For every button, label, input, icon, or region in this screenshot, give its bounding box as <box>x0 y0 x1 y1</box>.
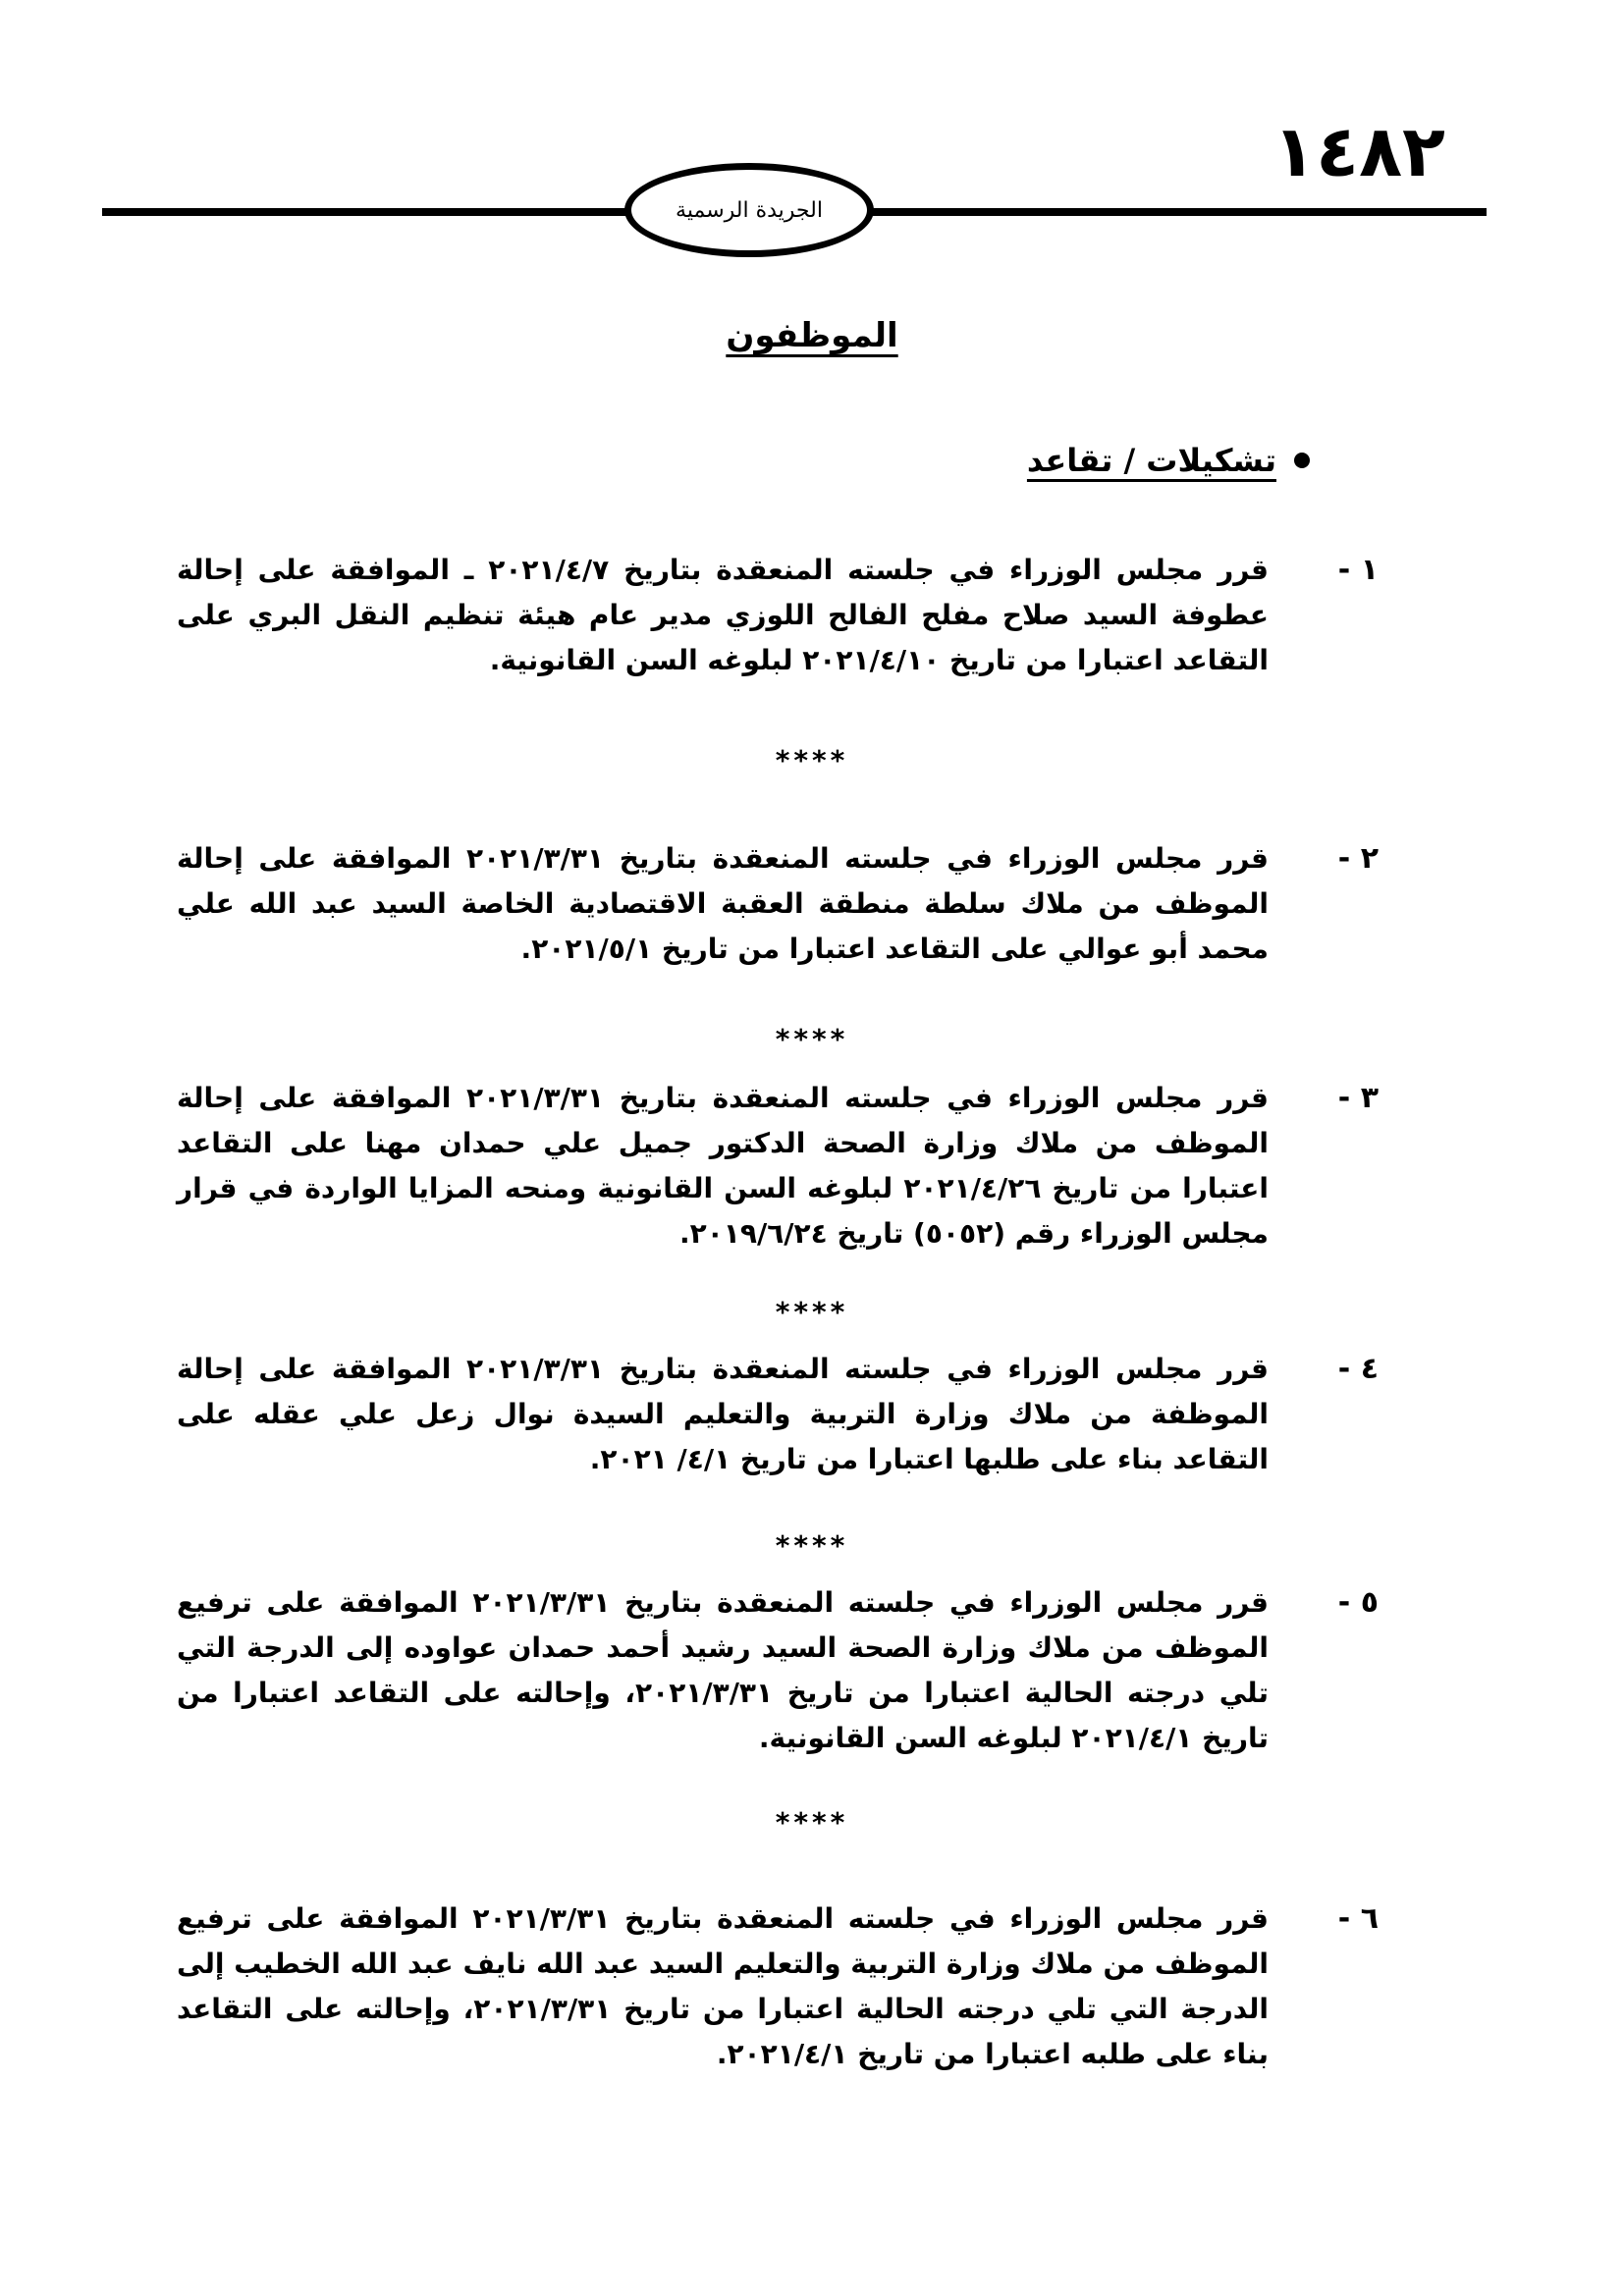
separator: **** <box>775 1023 849 1055</box>
separator: **** <box>775 1529 849 1562</box>
item-number: ٢ - <box>1337 841 1379 876</box>
decision-item-1 <box>151 548 1379 683</box>
decision-item-2 <box>151 836 1379 972</box>
gazette-name: الجريدة الرسمية <box>676 197 823 223</box>
item-number: ٣ - <box>1337 1081 1379 1115</box>
separator: **** <box>775 1296 849 1328</box>
item-text: قرر مجلس الوزراء في جلسته المنعقدة بتاريخ ٢٠٢١/٣/٣١ الموافقة على إحالة الموظفة من ملاك وزارة التربية والتعليم السيدة نوال زعل علي عقله على التقاعد بناء على طلبها اعتبارا من تاريخ ٤/١/ ٢٠٢١. <box>177 1353 1269 1475</box>
decision-item-4 <box>151 1347 1379 1482</box>
subsection-label: تشكيلات / تقاعد <box>1026 442 1276 479</box>
page-number: ١٤٨٢ <box>1272 110 1445 192</box>
separator: **** <box>775 744 849 776</box>
section-title: الموظفون <box>726 316 898 355</box>
item-text: قرر مجلس الوزراء في جلسته المنعقدة بتاريخ ٢٠٢١/٣/٣١ الموافقة على إحالة الموظف من ملاك سلطة منطقة العقبة الاقتصادية الخاصة السيد عبد الله علي محمد أبو عوالي على التقاعد اعتبارا من تاريخ ٢٠٢١/٥/١. <box>177 842 1269 965</box>
item-text: قرر مجلس الوزراء في جلسته المنعقدة بتاريخ ٢٠٢١/٤/٧ ـ الموافقة على إحالة عطوفة السيد صلاح مفلح الفالح اللوزي مدير عام هيئة تنظيم النقل البري على التقاعد اعتبارا من تاريخ ٢٠٢١/٤/١٠ لبلوغه السن القانونية. <box>177 554 1270 676</box>
item-text: قرر مجلس الوزراء في جلسته المنعقدة بتاريخ ٢٠٢١/٣/٣١ الموافقة على ترفيع الموظف من ملاك وزارة التربية والتعليم السيد عبد الله نايف عبد الله الخطيب إلى الدرجة التي تلي درجته الحالية اعتبارا من تاريخ ٢٠٢١/٣/٣١، وإحالته على التقاعد بناء على طلبه اعتبارا من تاريخ ٢٠٢١/٤/١. <box>177 1902 1269 2070</box>
item-text: قرر مجلس الوزراء في جلسته المنعقدة بتاريخ ٢٠٢١/٣/٣١ الموافقة على إحالة الموظف من ملاك وزارة الصحة الدكتور جميل علي حمدان مهنا على التقاعد اعتبارا من تاريخ ٢٠٢١/٤/٢٦ لبلوغه السن القانونية ومنحه المزايا الواردة في قرار مجلس الوزراء رقم (٥٠٥٢) تاريخ ٢٠١٩/٦/٢٤. <box>177 1082 1269 1250</box>
item-number: ٤ - <box>1337 1352 1379 1386</box>
item-text: قرر مجلس الوزراء في جلسته المنعقدة بتاريخ ٢٠٢١/٣/٣١ الموافقة على ترفيع الموظف من ملاك وزارة الصحة السيد رشيد أحمد حمدان عواوده إلى الدرجة التي تلي درجته الحالية اعتبارا من تاريخ ٢٠٢١/٣/٣١، وإحالته على التقاعد اعتبارا من تاريخ ٢٠٢١/٤/١ لبلوغه السن القانونية. <box>177 1586 1269 1754</box>
decision-item-3 <box>151 1076 1379 1256</box>
item-number: ٥ - <box>1337 1585 1379 1620</box>
decision-item-5 <box>151 1580 1379 1761</box>
header-oval <box>624 163 874 257</box>
decision-item-6 <box>151 1896 1379 2077</box>
bullet-icon <box>1294 453 1310 468</box>
item-number: ٦ - <box>1337 1901 1379 1936</box>
item-number: ١ - <box>1337 553 1379 587</box>
separator: **** <box>775 1806 849 1839</box>
subsection-heading <box>1027 442 1310 479</box>
